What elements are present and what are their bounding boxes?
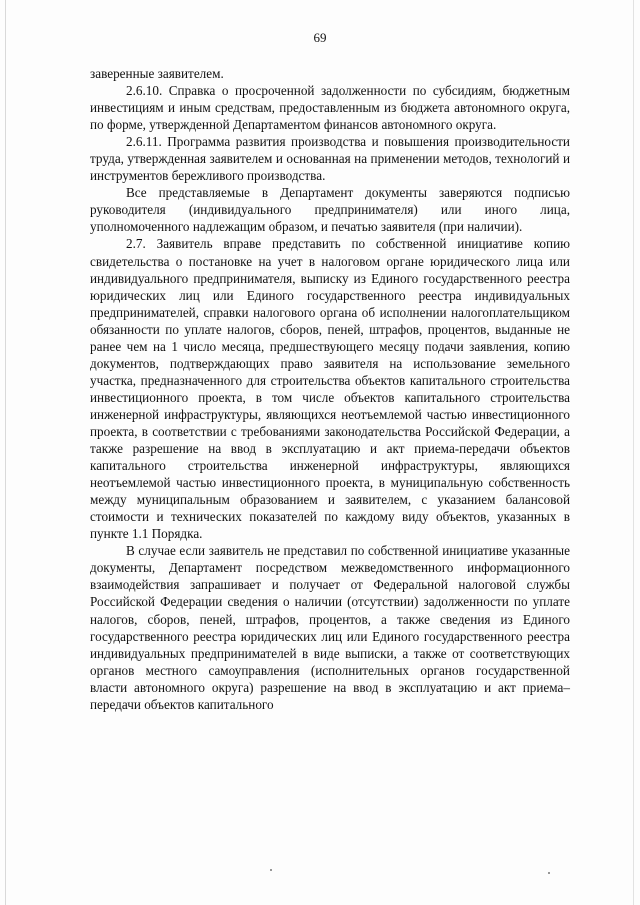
- scan-speck: [548, 872, 550, 874]
- page-number: 69: [313, 30, 327, 45]
- body-text: [90, 65, 570, 713]
- scan-edge-left: [5, 0, 6, 905]
- paragraph-interagency-request: В случае если заявитель не представил по собственной инициативе указанные документы, Департамент посредством межведомственного информационного взаимодействия запрашивает и получает от Федеральной налоговой службы Российской Федерации сведения о наличии (отсутствии) задолженности по уплате налогов, сборов, пеней, штрафов, процентов, а также сведения из Единого государственного реестра юридических лиц или Единого государственного реестра индивидуальных предпринимателей в виде выписки, а также от соответствующих органов местного самоуправления (исполнительных органов государственной власти автономного округа) разрешение на ввод в эксплуатацию и акт приема–передачи объектов капитального: [90, 543, 570, 712]
- paragraph-2-6-11: 2.6.11. Программа развития производства и повышения производительности труда, утвержденная заявителем и основанная на применении методов, технологий и инструментов бережливого производства.: [90, 134, 570, 184]
- scan-speck: [270, 869, 272, 871]
- paragraph-2-6-10: 2.6.10. Справка о просроченной задолженности по субсидиям, бюджетным инвестициям и иным средствам, предоставленным из бюджета автономного округа, по форме, утвержденной Департаментом финансов автономного округа.: [90, 83, 570, 133]
- paragraph-certification: Все представляемые в Департамент документы заверяются подписью руководителя (индивидуального предпринимателя) или иного лица, уполномоченного надлежащим образом, и печатью заявителя (при наличии).: [90, 185, 570, 235]
- paragraph-continuation: заверенные заявителем.: [90, 66, 224, 81]
- scan-edge-right: [633, 0, 634, 905]
- paragraph-2-7: 2.7. Заявитель вправе представить по собственной инициативе копию свидетельства о постановке на учет в налоговом органе юридического лица или индивидуального предпринимателя, выписку из Единого государственного реестра юридических лиц или Единого государственного реестра индивидуальных предпринимателей, справки налогового органа об исполнении налогоплательщиком обязанности по уплате налогов, сборов, пеней, штрафов, процентов, выданные не ранее чем на 1 число месяца, предшествующего месяцу подачи заявления, копию документов, подтверждающих право заявителя на использование земельного участка, предназначенного для строительства объектов капитального строительства инвестиционного проекта, в том числе объектов капитального строительства инженерной инфраструктуры, являющихся неотъемлемой частью инвестиционного проекта, в соответствии с требованиями законодательства Российской Федерации, а также разрешение на ввод в эксплуатацию и акт приема-передачи объектов капитального строительства инженерной инфраструктуры, являющихся неотъемлемой частью инвестиционного проекта, в муниципальную собственность между муниципальным образованием и заявителем, с указанием балансовой стоимости и технических показателей по каждому виду объектов, указанных в пункте 1.1 Порядка.: [90, 236, 570, 542]
